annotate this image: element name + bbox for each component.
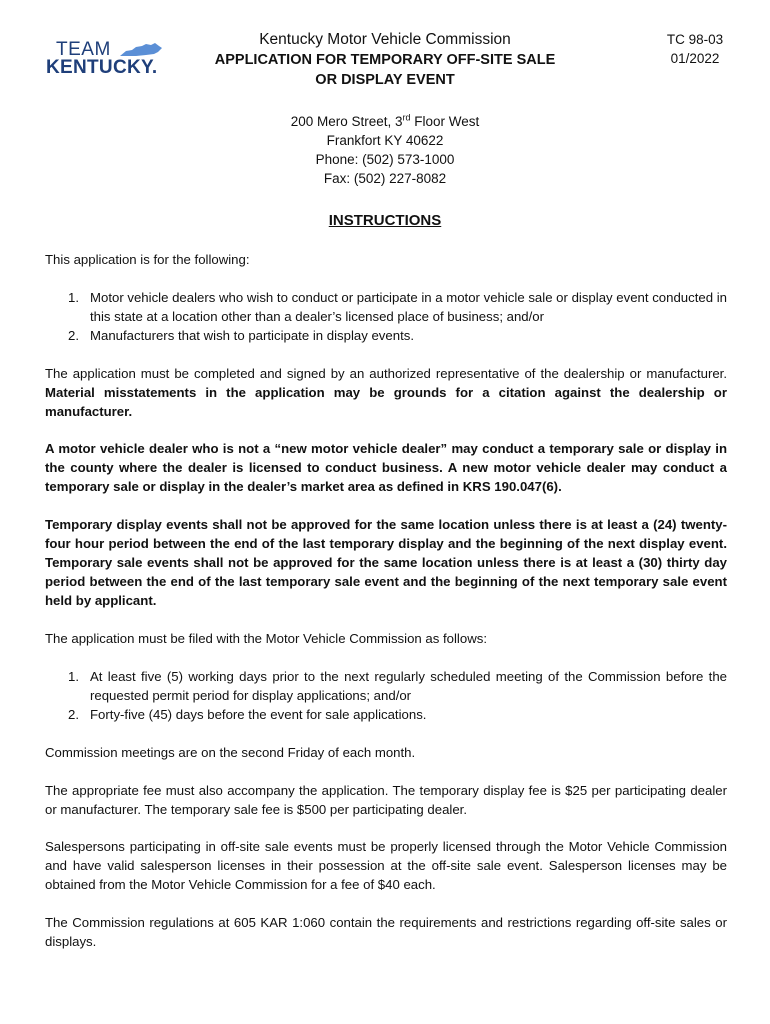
- fee-paragraph: The appropriate fee must also accompany the application. The temporary display fee is $25 per participating dealer or manufacturer. The temporary sale fee is $500 per participating dealer.: [45, 783, 727, 817]
- salespersons-paragraph: Salespersons participating in off-site sale events must be properly licensed through the Motor Vehicle Commission and have valid salesperson licenses in their possession at the off-site sale event. Salesperson licenses may be obtained from the Motor Vehicle Commission for a fee of $40 each.: [45, 839, 727, 892]
- form-number: TC 98-03: [666, 32, 724, 47]
- document-header: [200, 30, 570, 90]
- list-item: 2. Forty-five (45) days before the event for sale applications.: [68, 707, 427, 722]
- kentucky-state-icon: [118, 42, 164, 58]
- intro-paragraph: This application is for the following:: [45, 252, 250, 267]
- list-item: 1. At least five (5) working days prior to the next regularly scheduled meeting of the Commission before the requested permit period for display applications; and/or: [68, 669, 727, 703]
- city-state-zip: Frankfort KY 40622: [326, 133, 444, 148]
- meetings-paragraph: Commission meetings are on the second Friday of each month.: [45, 745, 416, 760]
- regulations-paragraph: The Commission regulations at 605 KAR 1:060 contain the requirements and restrictions regarding off-site sales or displays.: [45, 915, 727, 949]
- form-date: 01/2022: [670, 51, 720, 66]
- event-spacing-paragraph: Temporary display events shall not be approved for the same location unless there is at least a (24) twenty-four hour period between the end of the last temporary display and the beginning of the next display event. Temporary sale events shall not be approved for the same location unless there is at least a (30) thirty day period between the end of the last temporary sale event and the beginning of the next temporary sale event held by applicant.: [45, 517, 727, 608]
- form-identifier: [660, 30, 730, 68]
- team-kentucky-logo: [46, 40, 166, 80]
- list-item: 1. Motor vehicle dealers who wish to conduct or participate in a motor vehicle sale or display event conducted in this state at a location other than a dealer’s licensed place of business; and/or: [68, 290, 727, 324]
- list-item: 2. Manufacturers that wish to participate in display events.: [68, 328, 414, 343]
- dealer-paragraph: A motor vehicle dealer who is not a “new motor vehicle dealer” may conduct a temporary sale or display in the county where the dealer is licensed to conduct business. A new motor vehicle dealer may conduct a temporary sale or display in the dealer’s market area as defined in KRS 190.047(6).: [45, 441, 727, 494]
- agency-address: [235, 112, 535, 188]
- filing-deadline-list: [45, 667, 727, 724]
- form-title-line2: OR DISPLAY EVENT: [315, 72, 455, 88]
- agency-name: Kentucky Motor Vehicle Commission: [259, 31, 511, 48]
- fax-number: Fax: (502) 227-8082: [323, 171, 447, 186]
- instructions-heading: INSTRUCTIONS: [328, 212, 442, 229]
- filing-paragraph: The application must be filed with the Motor Vehicle Commission as follows:: [45, 631, 487, 646]
- completion-paragraph: The application must be completed and signed by an authorized representative of the dealership or manufacturer. Material misstatements in the application may be grounds for a citation against the dealership or manufacturer.: [45, 366, 727, 419]
- form-title-line1: APPLICATION FOR TEMPORARY OFF-SITE SALE: [214, 52, 556, 68]
- phone-number: Phone: (502) 573-1000: [315, 152, 455, 167]
- logo-team-text: TEAM: [56, 39, 111, 60]
- street-address: 200 Mero Street, 3rd Floor West: [290, 112, 480, 129]
- logo-kentucky-text: KENTUCKY.: [46, 57, 158, 78]
- applicant-type-list: [45, 288, 727, 345]
